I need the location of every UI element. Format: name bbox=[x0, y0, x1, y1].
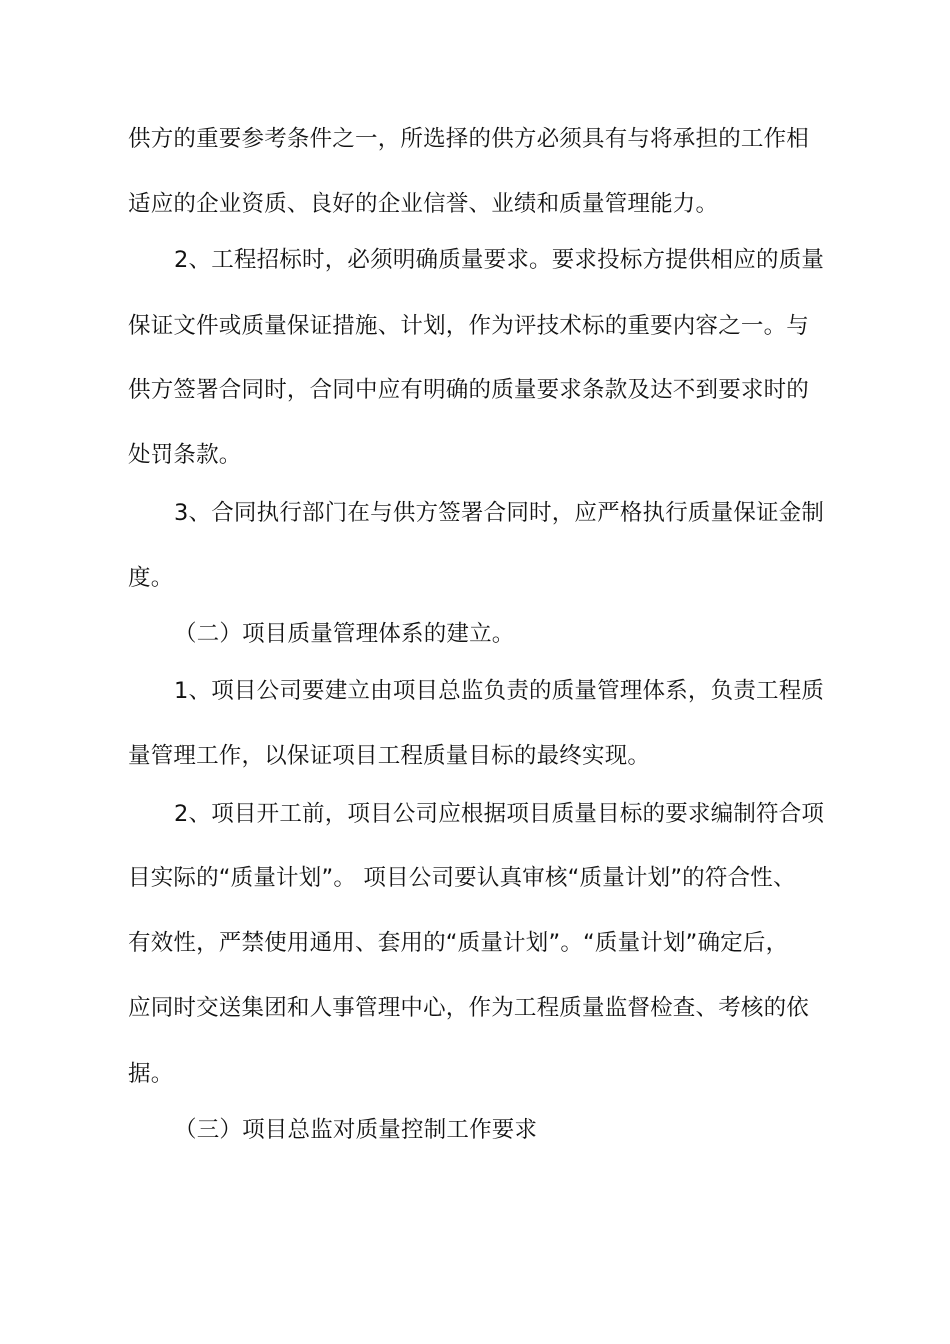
text-line-5: 供方签署合同时，合同中应有明确的质量要求条款及达不到要求时的 bbox=[128, 377, 810, 403]
text-line-13: 目实际的“质量计划”。 项目公司要认真审核“质量计划”的符合性、 bbox=[128, 865, 796, 891]
text-line-4: 保证文件或质量保证措施、计划，作为评技术标的重要内容之一。与 bbox=[128, 313, 810, 339]
text-line-12: 2、项目开工前，项目公司应根据项目质量目标的要求编制符合项 bbox=[174, 801, 825, 827]
text-line-11: 量管理工作，以保证项目工程质量目标的最终实现。 bbox=[128, 743, 651, 769]
text-line-3: 2、工程招标时，必须明确质量要求。要求投标方提供相应的质量 bbox=[174, 247, 825, 273]
text-line-15: 应同时交送集团和人事管理中心，作为工程质量监督检查、考核的依 bbox=[128, 995, 810, 1021]
text-line-10: 1、项目公司要建立由项目总监负责的质量管理体系，负责工程质 bbox=[174, 678, 825, 704]
text-line-7: 3、合同执行部门在与供方签署合同时，应严格执行质量保证金制 bbox=[174, 500, 825, 526]
text-line-6: 处罚条款。 bbox=[128, 442, 242, 468]
section-heading-3: （三）项目总监对质量控制工作要求 bbox=[174, 1117, 538, 1143]
text-line-1: 供方的重要参考条件之一，所选择的供方必须具有与将承担的工作相 bbox=[128, 126, 810, 152]
text-line-2: 适应的企业资质、良好的企业信誉、业绩和质量管理能力。 bbox=[128, 191, 719, 217]
text-line-8: 度。 bbox=[128, 565, 174, 591]
section-heading-2: （二）项目质量管理体系的建立。 bbox=[174, 621, 515, 647]
text-line-16: 据。 bbox=[128, 1061, 174, 1087]
text-line-14: 有效性，严禁使用通用、套用的“质量计划”。“质量计划”确定后， bbox=[128, 930, 789, 956]
